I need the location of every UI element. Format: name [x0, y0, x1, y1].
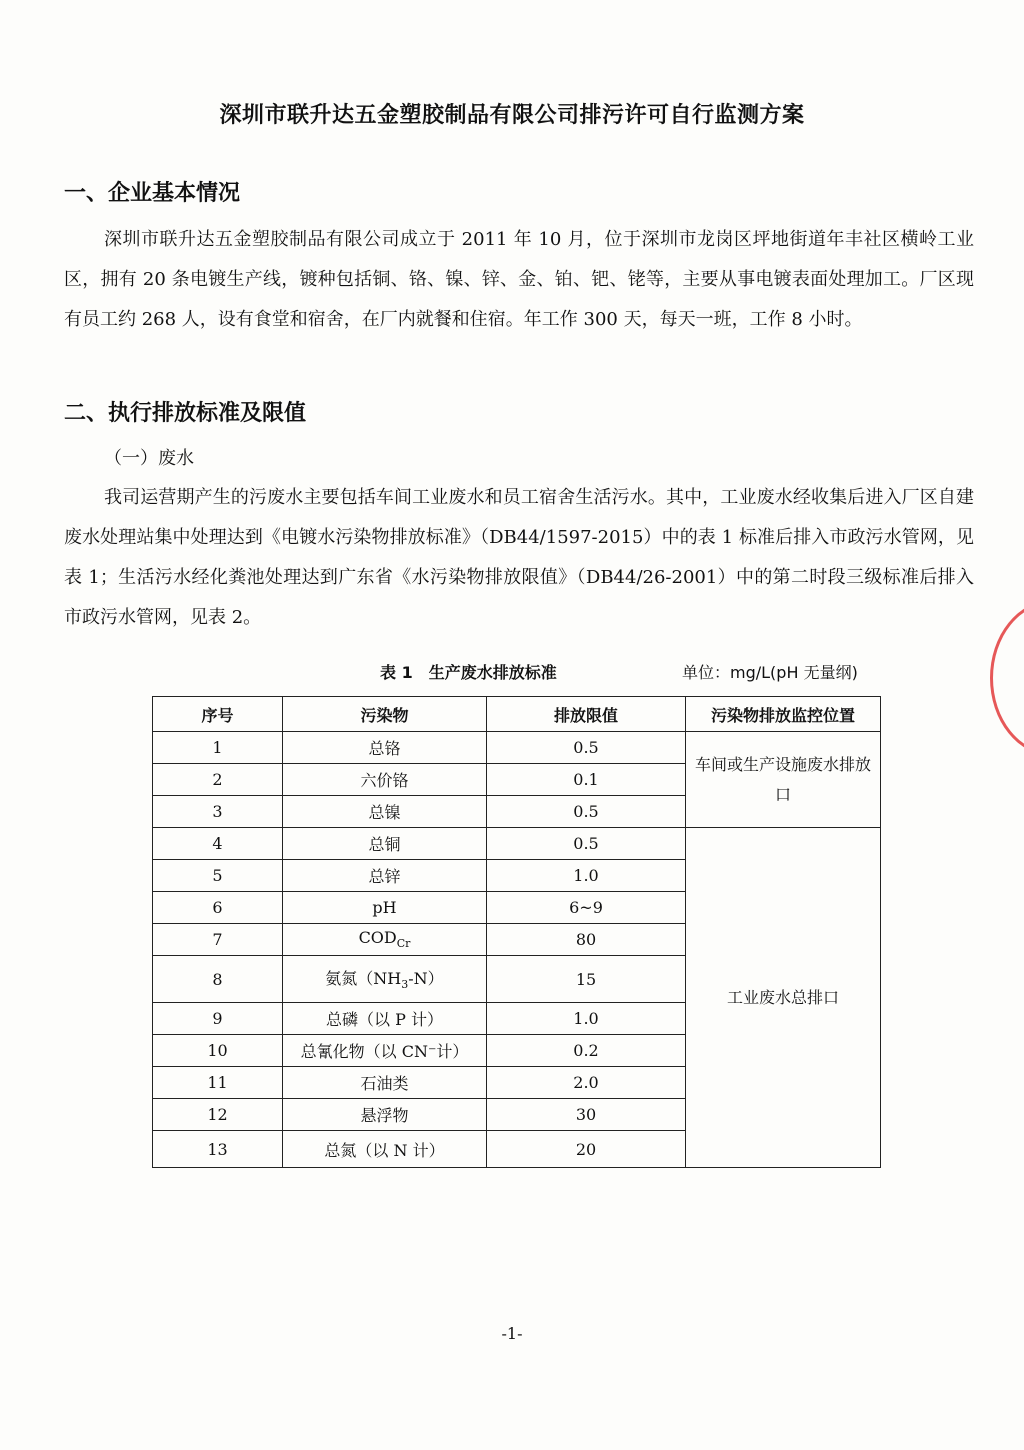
row-limit: 1.0	[487, 1003, 686, 1035]
row-no: 2	[153, 764, 283, 796]
section2-paragraph: 我司运营期产生的污废水主要包括车间工业废水和员工宿舍生活污水。其中，工业废水经收集后进入厂区自建废水处理站集中处理达到《电镀水污染物排放标准》（DB44/1597-2015）中的表 1 标准后排入市政污水管网，见表 1；生活污水经化粪池处理达到广东省《水污染物排放限值》（DB44/26-2001）中的第二时段三级标准后排入市政污水管网，见表 2。	[64, 487, 974, 628]
row-no: 8	[153, 956, 283, 1003]
row-pollutant: 总氰化物（以 CN⁻计）	[283, 1035, 487, 1067]
row-limit: 30	[487, 1099, 686, 1131]
row-pollutant: pH	[283, 892, 487, 924]
table1-caption: 表 1 生产废水排放标准	[380, 663, 557, 682]
table-row	[153, 732, 881, 764]
pollutant-subscript: Cr	[396, 937, 411, 951]
row-pollutant	[283, 956, 487, 1003]
row-pollutant: 总镍	[283, 796, 487, 828]
row-no: 13	[153, 1131, 283, 1168]
row-pollutant	[283, 924, 487, 956]
table1	[152, 696, 881, 1168]
row-limit: 0.2	[487, 1035, 686, 1067]
page-number: -1-	[501, 1324, 523, 1343]
row-pollutant: 总铬	[283, 732, 487, 764]
section1-paragraph: 深圳市联升达五金塑胶制品有限公司成立于 2011 年 10 月，位于深圳市龙岗区坪地街道年丰社区横岭工业区，拥有 20 条电镀生产线，镀种包括铜、铬、镍、锌、金、铂、钯、铑等，主要从事电镀表面处理加工。厂区现有员工约 268 人，设有食堂和宿舍，在厂内就餐和住宿。年工作 300 天，每天一班，工作 8 小时。	[64, 229, 974, 330]
row-no: 3	[153, 796, 283, 828]
row-no: 11	[153, 1067, 283, 1099]
pollutant-tail: -N）	[408, 969, 444, 989]
table-header-row	[153, 697, 881, 732]
table1-unit: 单位：mg/L(pH 无量纲)	[682, 663, 858, 682]
section2-subheading: （一）废水	[104, 448, 194, 469]
row-no: 1	[153, 732, 283, 764]
header-pollutant: 污染物	[283, 697, 487, 732]
pollutant-main: COD	[358, 928, 397, 948]
document-title: 深圳市联升达五金塑胶制品有限公司排污许可自行监测方案	[219, 103, 805, 128]
row-no: 12	[153, 1099, 283, 1131]
row-pollutant: 总磷（以 P 计）	[283, 1003, 487, 1035]
row-no: 4	[153, 828, 283, 860]
row-no: 10	[153, 1035, 283, 1067]
row-limit: 6~9	[487, 892, 686, 924]
row-no: 9	[153, 1003, 283, 1035]
row-limit: 0.5	[487, 828, 686, 860]
row-no: 7	[153, 924, 283, 956]
row-pollutant: 总锌	[283, 860, 487, 892]
row-limit: 0.1	[487, 764, 686, 796]
header-limit: 排放限值	[487, 697, 686, 732]
section1-heading: 一、企业基本情况	[64, 181, 241, 206]
row-limit: 0.5	[487, 796, 686, 828]
header-no: 序号	[153, 697, 283, 732]
row-pollutant: 总铜	[283, 828, 487, 860]
pollutant-subscript: 3	[401, 978, 409, 992]
row-limit: 15	[487, 956, 686, 1003]
row-limit: 2.0	[487, 1067, 686, 1099]
table-row	[153, 828, 881, 860]
location-group-2: 工业废水总排口	[686, 828, 881, 1168]
row-limit: 0.5	[487, 732, 686, 764]
section2-heading: 二、执行排放标准及限值	[64, 401, 307, 426]
row-pollutant: 石油类	[283, 1067, 487, 1099]
row-pollutant: 六价铬	[283, 764, 487, 796]
row-limit: 20	[487, 1131, 686, 1168]
red-seal-stamp	[990, 600, 1024, 756]
pollutant-main: 氨氮（NH	[325, 969, 402, 989]
row-no: 6	[153, 892, 283, 924]
row-pollutant: 总氮（以 N 计）	[283, 1131, 487, 1168]
location-group-1: 车间或生产设施废水排放口	[686, 732, 881, 828]
header-location: 污染物排放监控位置	[686, 697, 881, 732]
row-no: 5	[153, 860, 283, 892]
row-pollutant: 悬浮物	[283, 1099, 487, 1131]
row-limit: 1.0	[487, 860, 686, 892]
row-limit: 80	[487, 924, 686, 956]
